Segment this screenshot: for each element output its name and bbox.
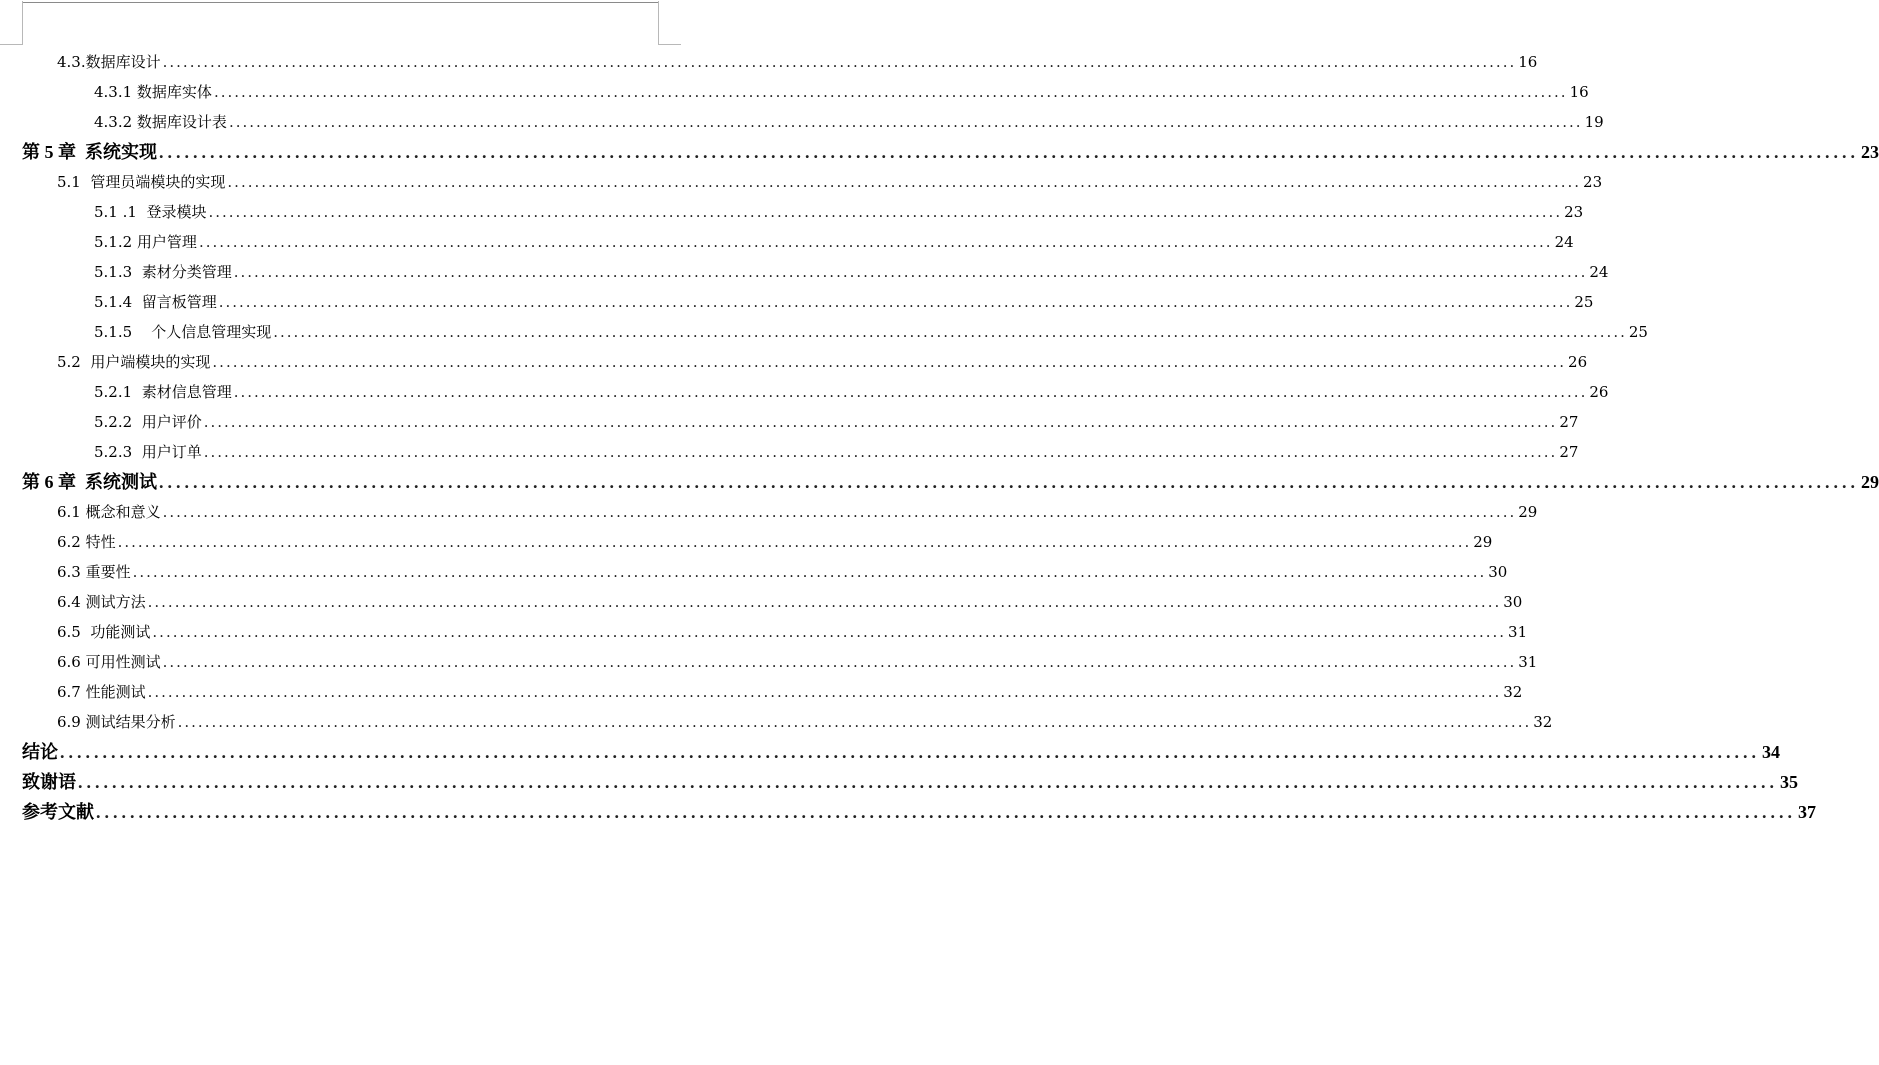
toc-page-number: 26 [1589,383,1609,401]
toc-entry[interactable] [94,227,1574,257]
toc-dot-leader: ........................................................................................................................................................................................................ [227,173,1582,191]
toc-dot-leader: ........................................................................................................................................................................................................ [198,233,1553,251]
toc-entry[interactable] [57,587,1523,617]
toc-entry-title: 6.5 功能测试 [57,623,151,641]
toc-entry-title: 4.3.2 数据库设计表 [94,113,227,131]
toc-page-number: 25 [1628,323,1648,341]
toc-entry[interactable] [22,767,1798,797]
toc-dot-leader: ........................................................................................................................................................................................................ [233,263,1588,281]
toc-page-number: 32 [1533,713,1553,731]
toc-dot-leader: ........................................................................................................................................................................................................ [96,802,1796,822]
toc-entry[interactable] [94,317,1648,347]
toc-entry[interactable] [57,167,1603,197]
toc-page-number: 16 [1518,53,1538,71]
toc-dot-leader: ........................................................................................................................................................................................................ [147,683,1502,701]
toc-entry[interactable] [57,347,1588,377]
toc-entry-title: 6.7 性能测试 [57,683,146,701]
toc-entry[interactable] [94,287,1594,317]
toc-page-number: 24 [1589,263,1609,281]
toc-entry[interactable] [94,407,1579,437]
toc-entry[interactable] [57,647,1538,677]
toc-page-number: 16 [1569,83,1589,101]
crop-mark-top-right [658,1,681,45]
toc-page-number: 23 [1583,173,1603,191]
toc-entry[interactable] [57,47,1538,77]
toc-page-number: 23 [1564,203,1584,221]
toc-page-number: 35 [1780,772,1798,792]
toc-dot-leader: ........................................................................................................................................................................................................ [132,563,1487,581]
toc-dot-leader: ........................................................................................................................................................................................................ [147,593,1502,611]
toc-entry[interactable] [22,137,1879,167]
toc-dot-leader: ........................................................................................................................................................................................................ [117,533,1472,551]
toc-entry[interactable] [57,557,1508,587]
toc-page-number: 34 [1762,742,1780,762]
toc-entry-title: 6.3 重要性 [57,563,131,581]
toc-dot-leader: ........................................................................................................................................................................................................ [162,653,1517,671]
toc-dot-leader: ........................................................................................................................................................................................................ [152,623,1507,641]
toc-dot-leader: ........................................................................................................................................................................................................ [233,383,1588,401]
toc-entry-title: 4.3.数据库设计 [57,53,161,71]
toc-entry[interactable] [94,77,1589,107]
toc-entry[interactable] [22,737,1780,767]
page-top-rule [22,2,658,3]
toc-entry-title: 5.2.3 用户订单 [94,443,202,461]
toc-entry-title: 6.9 测试结果分析 [57,713,176,731]
toc-dot-leader: ........................................................................................................................................................................................................ [162,503,1517,521]
toc-entry-title: 5.1.5 个人信息管理实现 [94,323,272,341]
toc-entry[interactable] [57,497,1538,527]
toc-entry-title: 5.1.4 留言板管理 [94,293,217,311]
toc-page-number: 27 [1559,413,1579,431]
toc-dot-leader: ........................................................................................................................................................................................................ [60,742,1760,762]
toc-page-number: 30 [1488,563,1508,581]
toc-entry[interactable] [22,467,1879,497]
toc-dot-leader: ........................................................................................................................................................................................................ [159,472,1859,492]
toc-entry-title: 6.4 测试方法 [57,593,146,611]
toc-entry-title: 5.1 管理员端模块的实现 [57,173,226,191]
toc-page-number: 32 [1503,683,1523,701]
toc-dot-leader: ........................................................................................................................................................................................................ [203,413,1558,431]
toc-page-number: 24 [1554,233,1574,251]
toc-page-number: 29 [1518,503,1538,521]
toc-dot-leader: ........................................................................................................................................................................................................ [212,353,1567,371]
toc-page-number: 23 [1861,142,1879,162]
toc-entry[interactable] [57,527,1493,557]
toc-dot-leader: ........................................................................................................................................................................................................ [162,53,1517,71]
toc-entry-title: 第 5 章 系统实现 [22,142,157,162]
toc-entry-title: 5.1.2 用户管理 [94,233,197,251]
toc-entry-title: 6.1 概念和意义 [57,503,161,521]
toc-entry[interactable] [57,617,1528,647]
toc-entry-title: 5.2.2 用户评价 [94,413,202,431]
toc-dot-leader: ........................................................................................................................................................................................................ [273,323,1627,341]
toc-entry[interactable] [22,797,1816,827]
toc-page-number: 30 [1503,593,1523,611]
toc-entry[interactable] [57,677,1523,707]
toc-entry[interactable] [94,197,1584,227]
toc-dot-leader: ........................................................................................................................................................................................................ [203,443,1558,461]
toc-entry[interactable] [94,107,1604,137]
toc-entry-title: 结论 [22,742,58,762]
toc-page-number: 19 [1584,113,1604,131]
toc-dot-leader: ........................................................................................................................................................................................................ [159,142,1859,162]
toc-dot-leader: ........................................................................................................................................................................................................ [228,113,1583,131]
toc-entry-title: 致谢语 [22,772,76,792]
toc-entry-title: 5.1 .1 登录模块 [94,203,207,221]
crop-mark-top-left [0,1,23,45]
toc-page-number: 26 [1568,353,1588,371]
toc-entry[interactable] [57,707,1553,737]
toc-entry[interactable] [94,257,1609,287]
toc-entry-title: 6.2 特性 [57,533,116,551]
toc-entry-title: 4.3.1 数据库实体 [94,83,212,101]
toc-page-number: 25 [1574,293,1594,311]
toc-page-number: 31 [1518,653,1538,671]
toc-page-number: 31 [1508,623,1528,641]
toc-page-number: 37 [1798,802,1816,822]
toc-entry-title: 5.2 用户端模块的实现 [57,353,211,371]
toc-dot-leader: ........................................................................................................................................................................................................ [78,772,1778,792]
toc-entry[interactable] [94,437,1579,467]
toc-dot-leader: ........................................................................................................................................................................................................ [213,83,1568,101]
toc-dot-leader: ........................................................................................................................................................................................................ [177,713,1532,731]
toc-entry-title: 6.6 可用性测试 [57,653,161,671]
toc-entry-title: 参考文献 [22,802,94,822]
toc-page-number: 29 [1861,472,1879,492]
toc-entry-title: 5.1.3 素材分类管理 [94,263,232,281]
toc-page-number: 29 [1473,533,1493,551]
toc-dot-leader: ........................................................................................................................................................................................................ [208,203,1563,221]
toc-entry-title: 5.2.1 素材信息管理 [94,383,232,401]
toc-entry-title: 第 6 章 系统测试 [22,472,157,492]
toc-dot-leader: ........................................................................................................................................................................................................ [218,293,1573,311]
toc-page-number: 27 [1559,443,1579,461]
toc-entry[interactable] [94,377,1609,407]
